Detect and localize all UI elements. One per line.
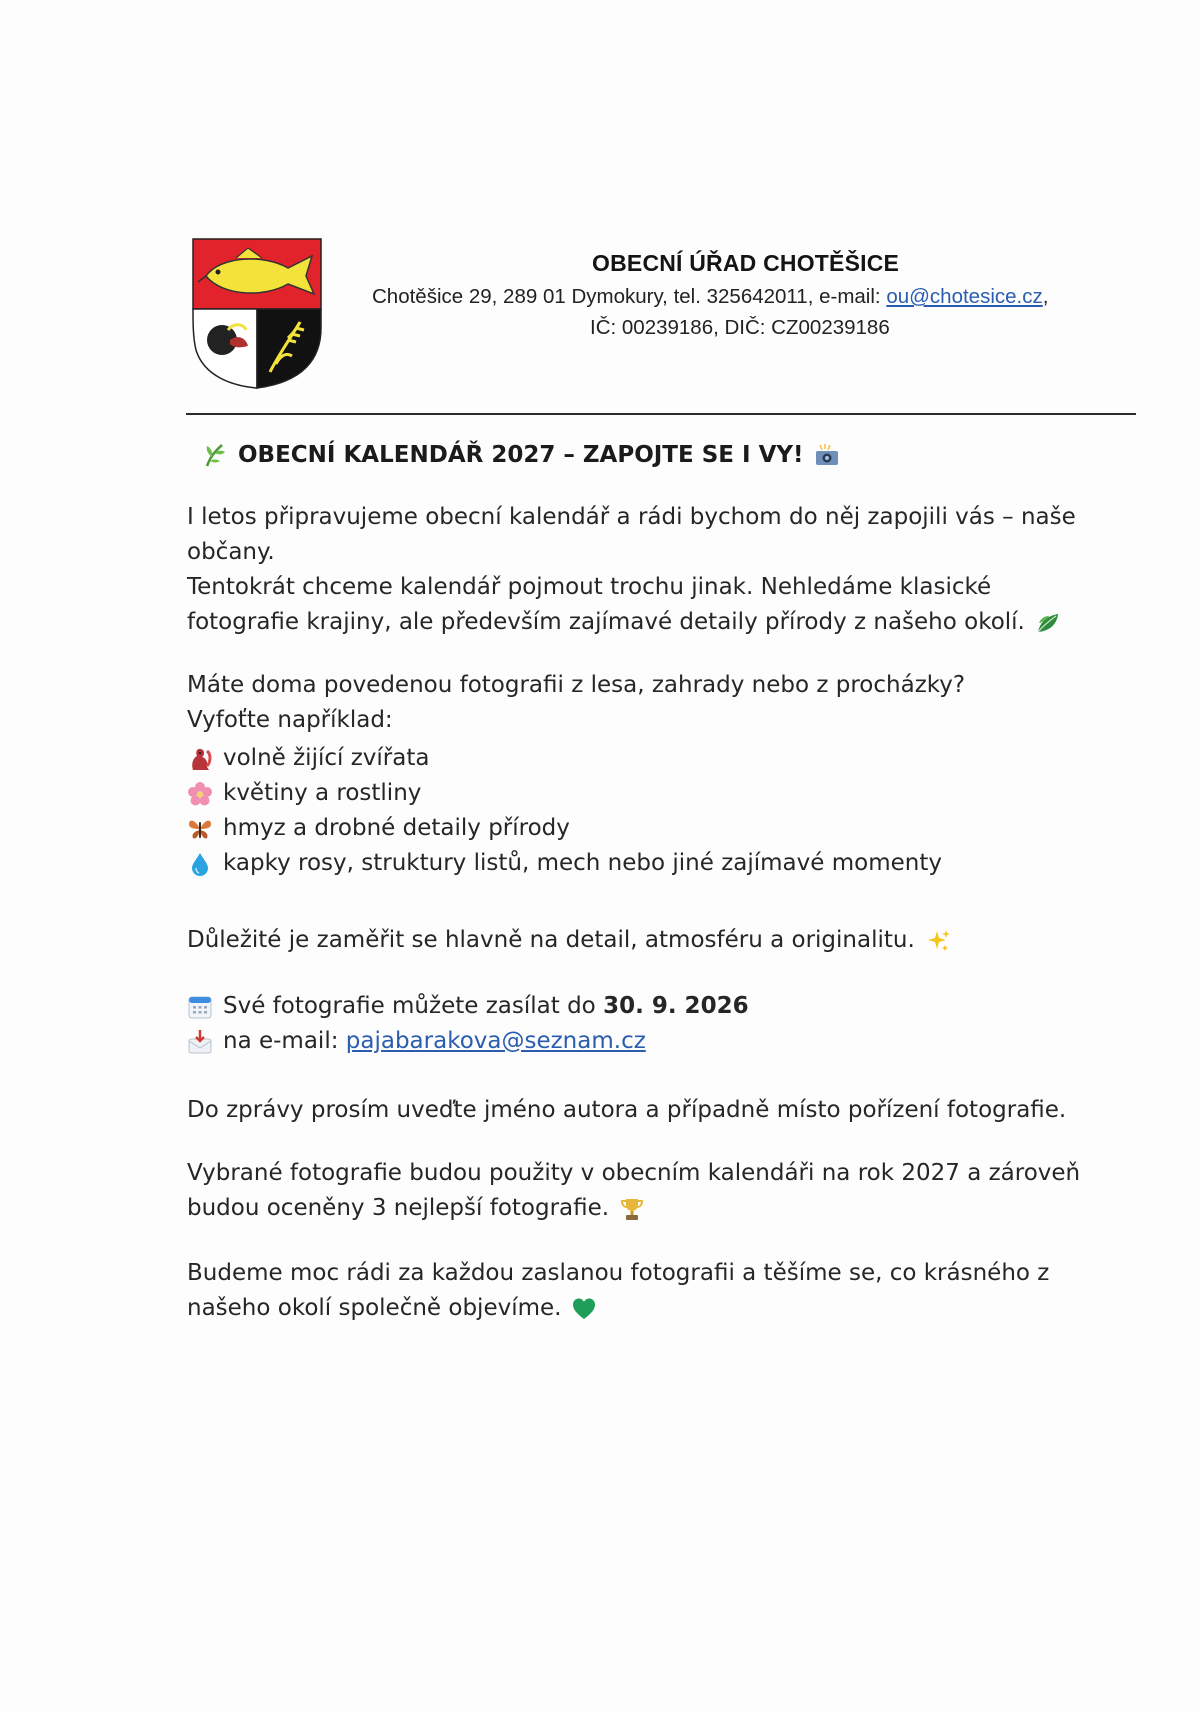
office-address <box>372 285 1132 309</box>
intro-line-1: I letos připravujeme obecní kalendář a rádi bychom do něj zapojili vás – naše <box>187 504 1076 530</box>
leaves-icon <box>1035 610 1061 636</box>
heading-text: OBECNÍ KALENDÁŘ 2027 – ZAPOJTE SE I VY! <box>238 442 804 468</box>
usage-paragraph <box>187 1156 1137 1226</box>
camera-flash-icon <box>814 442 840 468</box>
intro-line-2: občany. <box>187 539 275 565</box>
butterfly-icon <box>187 816 213 842</box>
closing-paragraph <box>187 1256 1137 1326</box>
question-paragraph <box>187 668 1137 881</box>
list-item-text: kapky rosy, struktury listů, mech nebo jiné zajímavé momenty <box>223 850 942 876</box>
list-item-text: hmyz a drobné detaily přírody <box>223 815 570 841</box>
calendar-icon <box>187 994 213 1020</box>
closing-line-2-text: našeho okolí společně objevíme. <box>187 1295 562 1321</box>
question-line-1: Máte doma povedenou fotografii z lesa, zahrady nebo z procházky? <box>187 672 966 698</box>
sparkles-icon <box>925 928 951 954</box>
inbox-icon <box>187 1029 213 1055</box>
trophy-icon <box>619 1196 645 1222</box>
email-prefix: na e-mail: <box>223 1028 346 1054</box>
usage-line-2-text: budou oceněny 3 nejlepší fotografie. <box>187 1195 610 1221</box>
usage-line-1: Vybrané fotografie budou použity v obecním kalendáři na rok 2027 a zároveň <box>187 1160 1081 1186</box>
intro-line-3: Tentokrát chceme kalendář pojmout trochu jinak. Nehledáme klasické <box>187 574 992 600</box>
intro-line-4-text: fotografie krajiny, ale především zajímavé detaily přírody z našeho okolí. <box>187 609 1025 635</box>
deadline-text: Své fotografie můžete zasílat do <box>223 993 604 1019</box>
office-email-link[interactable]: ou@chotesice.cz <box>886 285 1043 308</box>
office-title: OBECNÍ ÚŘAD CHOTĚŠICE <box>592 250 900 276</box>
closing-line-1: Budeme moc rádi za každou zaslanou fotografii a těšíme se, co krásného z <box>187 1260 1050 1286</box>
squirrel-icon <box>187 746 213 772</box>
cherry-blossom-icon <box>187 781 213 807</box>
list-item <box>187 811 1137 846</box>
green-heart-icon <box>571 1296 597 1322</box>
intro-paragraph <box>187 500 1137 640</box>
focus-paragraph <box>187 923 1137 958</box>
header-divider <box>186 413 1136 415</box>
list-item <box>187 846 1137 881</box>
submission-info <box>187 989 1137 1059</box>
announcement-heading <box>202 438 1102 472</box>
droplet-icon <box>187 851 213 877</box>
note-paragraph: Do zprávy prosím uveďte jméno autora a případně místo pořízení fotografie. <box>187 1097 1067 1123</box>
list-item-text: květiny a rostliny <box>223 780 422 806</box>
deadline-date: 30. 9. 2026 <box>603 993 749 1019</box>
question-line-2: Vyfoťte například: <box>187 707 393 733</box>
list-item-text: volně žijící zvířata <box>223 745 430 771</box>
address-trailing: , <box>1042 285 1049 308</box>
herb-icon <box>202 442 228 468</box>
list-item <box>187 776 1137 811</box>
focus-text: Důležité je zaměřit se hlavně na detail, atmosféru a originalitu. <box>187 927 915 953</box>
list-item <box>187 741 1137 776</box>
office-ids: IČ: 00239186, DIČ: CZ00239186 <box>590 316 890 339</box>
intro-line-4 <box>187 605 1137 640</box>
closing-line-2 <box>187 1291 1137 1326</box>
usage-line-2 <box>187 1191 1137 1226</box>
address-text: Chotěšice 29, 289 01 Dymokury, tel. 325642011, e-mail: <box>372 285 887 308</box>
submission-email-link[interactable]: pajabarakova@seznam.cz <box>345 1028 646 1054</box>
municipal-coat-of-arms <box>192 238 322 390</box>
submission-email-line <box>187 1024 1137 1059</box>
deadline-line <box>187 989 1137 1024</box>
